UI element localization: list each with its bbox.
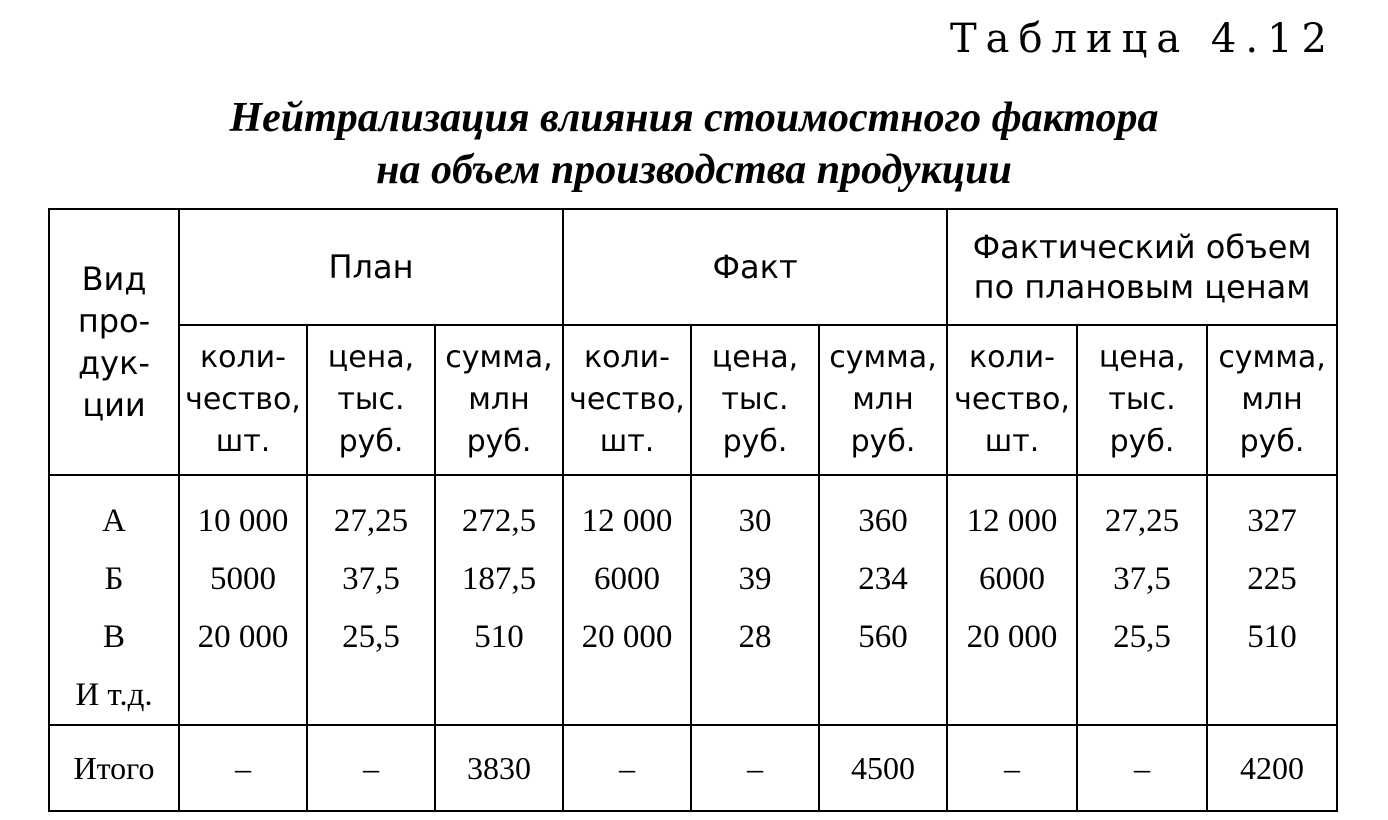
table-cell: 225 [1247,561,1297,597]
table-cell [948,666,1076,724]
header-plan-quantity: коли-чество, шт. [179,325,307,475]
table-cell: 10 000 [197,503,289,539]
table-cell: 187,5 [461,561,537,597]
header-fact-quantity: коли-чество, шт. [563,325,691,475]
plan-sum-column [435,475,563,725]
table-cell: 560 [858,619,908,655]
table-cell: 37,5 [1113,561,1171,597]
table-cell: 37,5 [342,561,400,597]
fpp-sum-column [1207,475,1337,725]
product-name: И т.д. [75,677,153,713]
product-name: Б [104,561,124,597]
total-cell: 4200 [1207,725,1337,811]
table-cell: 27,25 [1104,503,1180,539]
total-cell: 4500 [819,725,947,811]
table-cell: 6000 [594,561,660,597]
total-cell: – [947,725,1077,811]
title-line-1: Нейтрализация влияния стоимостного фактора [229,95,1159,141]
table-title [0,92,1388,196]
table-cell [1078,666,1206,724]
table-cell: 30 [738,503,772,539]
total-row [49,725,1337,811]
table-cell: 360 [858,503,908,539]
table-cell [1208,666,1336,724]
header-fpp-sum: сумма, млн руб. [1207,325,1337,475]
table-cell [564,666,690,724]
table-cell: 327 [1247,503,1297,539]
table-cell: 234 [858,561,908,597]
table-cell: 27,25 [333,503,409,539]
table-cell: 28 [738,619,772,655]
product-column [49,475,179,725]
table-cell [308,666,434,724]
product-name: В [102,619,125,655]
plan-quantity-column [179,475,307,725]
total-cell: – [691,725,819,811]
table-cell: 20 000 [197,619,289,655]
header-product-type: Вид про-дук-ции [49,209,179,475]
table-cell: 272,5 [461,503,537,539]
table-number-label: Таблица 4.12 [949,16,1336,62]
fact-price-column [691,475,819,725]
table-cell: 5000 [210,561,276,597]
header-plan-price: цена, тыс. руб. [307,325,435,475]
production-table [48,208,1338,812]
table-cell: 6000 [979,561,1046,597]
header-fpp-quantity: коли-чество, шт. [947,325,1077,475]
fact-quantity-column [563,475,691,725]
table-cell: 510 [474,619,524,655]
total-cell: 3830 [435,725,563,811]
header-plan-sum: сумма, млн руб. [435,325,563,475]
fact-sum-column [819,475,947,725]
total-cell: – [307,725,435,811]
total-cell: – [179,725,307,811]
title-line-2: на объем производства продукции [376,147,1012,193]
header-group-plan: План [179,209,563,325]
table-cell: 25,5 [1113,619,1171,655]
fpp-quantity-column [947,475,1077,725]
table-cell: 12 000 [581,503,673,539]
table-cell: 25,5 [342,619,400,655]
table-cell [436,666,562,724]
header-group-fact: Факт [563,209,947,325]
table-cell [820,666,946,724]
table-cell [692,666,818,724]
header-fpp-price: цена, тыс. руб. [1077,325,1207,475]
total-cell: – [1077,725,1207,811]
total-label: Итого [49,725,179,811]
table-body-row [49,475,1337,725]
header-fact-sum: сумма, млн руб. [819,325,947,475]
header-fact-price: цена, тыс. руб. [691,325,819,475]
table-cell: 12 000 [966,503,1058,539]
table-cell: 20 000 [966,619,1058,655]
plan-price-column [307,475,435,725]
table-cell: 20 000 [581,619,673,655]
product-name: А [102,503,126,539]
total-cell: – [563,725,691,811]
table-cell: 510 [1247,619,1297,655]
fpp-price-column [1077,475,1207,725]
table-cell [180,666,306,724]
header-group-fact-plan-prices: Фактический объем по плановым ценам [947,209,1337,325]
table-cell: 39 [738,561,772,597]
